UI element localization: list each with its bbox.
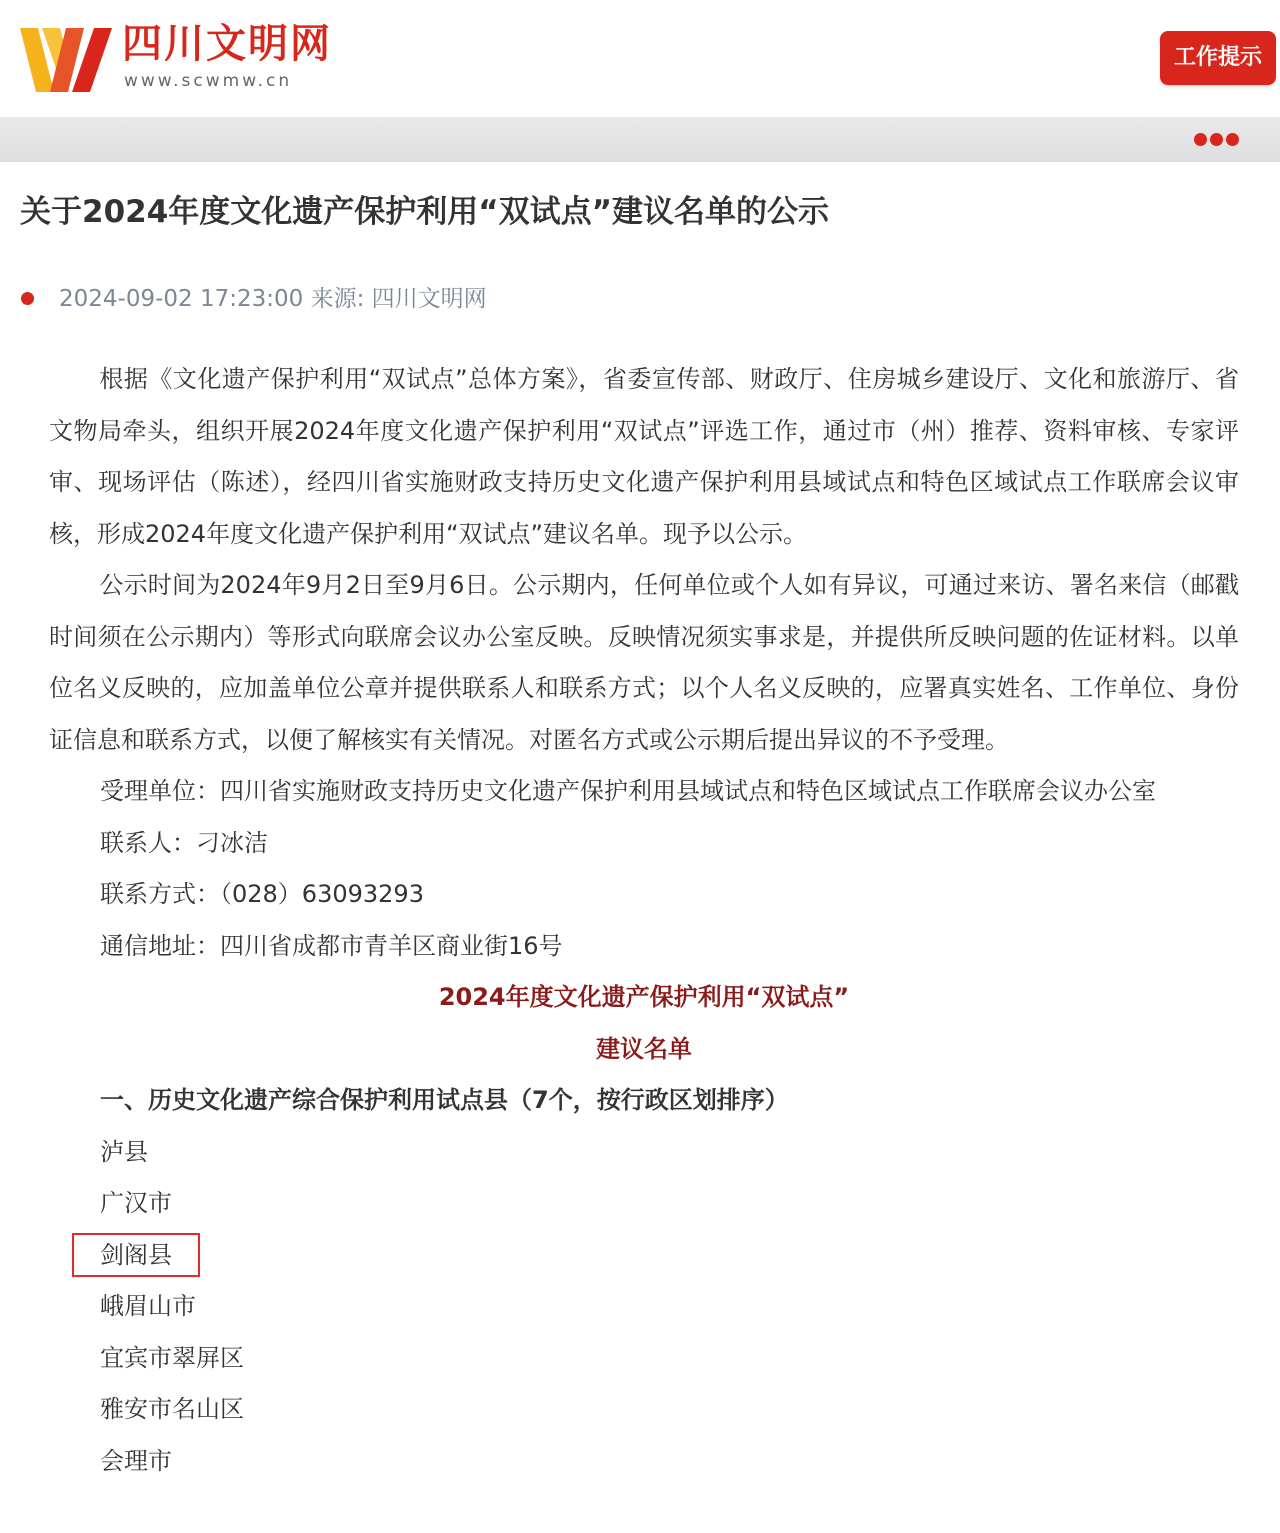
list-item-label: 剑阁县 [74,1235,198,1275]
list-item-label: 会理市 [100,1446,172,1475]
list-item [49,1281,1239,1333]
list-item [49,1384,1239,1436]
list-item-label: 宜宾市翠屏区 [100,1343,244,1372]
article-meta [59,284,487,314]
contact-person: 联系人：刁冰洁 [100,828,268,857]
list-item-label: 峨眉山市 [100,1292,196,1320]
contact-address: 通信地址：四川省成都市青羊区商业街16号 [100,931,563,960]
work-tips-button[interactable]: 工作提示 [1160,31,1276,85]
list-item [49,1333,1239,1385]
list-title: 2024年度文化遗产保护利用“双试点” [438,983,850,1011]
list-item-label: 泸县 [100,1137,148,1166]
scwmw-logo-icon[interactable] [20,24,112,92]
nav-bar [0,117,1280,162]
article-body [49,354,1239,1487]
publish-datetime: 2024-09-02 17:23:00 [59,286,304,312]
list-item-label: 广汉市 [100,1189,172,1217]
site-name[interactable]: 四川文明网 [122,21,332,67]
article-title: 关于2024年度文化遗产保护利用“双试点”建议名单的公示 [20,194,830,230]
list-item [49,1178,1239,1230]
meta-bullet-icon [21,292,34,305]
section-heading: 一、历史文化遗产综合保护利用试点县（7个，按行政区划排序） [100,1086,789,1114]
list-item [49,1127,1239,1179]
list-subtitle: 建议名单 [596,1034,692,1063]
list-item-highlighted [49,1230,1239,1282]
source-name: 四川文明网 [371,286,487,312]
contact-unit: 受理单位：四川省实施财政支持历史文化遗产保护利用县域试点和特色区域试点工作联席会议办公室 [100,777,1156,805]
contact-phone: 联系方式：（028）63093293 [100,880,424,908]
site-header [0,0,1280,115]
paragraph-intro: 根据《文化遗产保护利用“双试点”总体方案》，省委宣传部、财政厅、住房城乡建设厅、文化和旅游厅、省文物局牵头，组织开展2024年度文化遗产保护利用“双试点”评选工作，通过市（州）推荐、资料审核、专家评审、现场评估（陈述），经四川省实施财政支持历史文化遗产保护利用县域试点和特色区域试点工作联席会议审核，形成2024年度文化遗产保护利用“双试点”建议名单。现予以公示。 [49,365,1239,548]
site-url: www.scwmw.cn [124,71,293,91]
more-dots-icon[interactable] [1194,131,1242,147]
paragraph-notice: 公示时间为2024年9月2日至9月6日。公示期内，任何单位或个人如有异议，可通过来访、署名来信（邮戳时间须在公示期内）等形式向联席会议办公室反映。反映情况须实事求是，并提供所反映问题的佐证材料。以单位名义反映的，应加盖单位公章并提供联系人和联系方式；以个人名义反映的，应署真实姓名、工作单位、身份证信息和联系方式，以便了解核实有关情况。对匿名方式或公示期后提出异议的不予受理。 [49,571,1239,754]
list-item [49,1436,1239,1488]
source-label: 来源: [310,286,365,312]
list-item-label: 雅安市名山区 [100,1395,244,1423]
